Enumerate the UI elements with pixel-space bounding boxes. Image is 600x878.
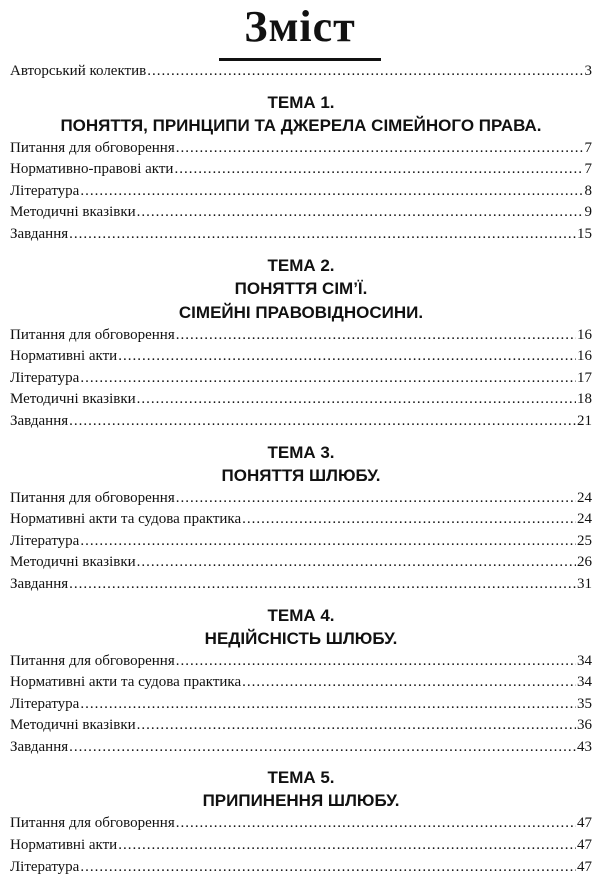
toc-entry-label: Питання для обговорення (10, 326, 175, 343)
toc-entry[interactable] (10, 181, 592, 203)
toc-entry-label: Методичні вказівки (10, 204, 136, 221)
dot-leader (137, 389, 576, 411)
dot-leader (147, 61, 583, 83)
topic-section (10, 766, 592, 878)
dot-leader (137, 202, 584, 224)
topic-title: ПОНЯТТЯ СІМ’Ї. (234, 278, 368, 298)
toc-entry[interactable] (10, 138, 592, 160)
topic-section (10, 441, 592, 596)
toc-entry-label: Питання для обговорення (10, 815, 175, 832)
toc-entry-label: Нормативно-правові акти (10, 161, 174, 178)
dot-leader (80, 857, 576, 878)
topic-number: ТЕМА 2. (267, 255, 335, 275)
toc-entry-label: Нормативні акти та судова практика (10, 511, 242, 528)
toc-entry-label: Питання для обговорення (10, 652, 175, 669)
toc-entry-page: 25 (577, 532, 592, 549)
dot-leader (118, 346, 576, 368)
toc-entry[interactable] (10, 651, 592, 673)
toc-entry-page: 34 (577, 652, 592, 669)
toc-entry-page: 47 (577, 837, 592, 854)
topic-section (10, 604, 592, 759)
toc-entry-page: 17 (577, 369, 592, 386)
toc-entry[interactable] (10, 857, 592, 878)
dot-leader (80, 181, 583, 203)
dot-leader (242, 672, 576, 694)
toc-entry[interactable] (10, 224, 592, 246)
topic-number: ТЕМА 1. (267, 92, 335, 112)
toc-entry-page: 21 (577, 412, 592, 429)
toc-entry-page: 26 (577, 554, 592, 571)
toc-entry-label: Методичні вказівки (10, 554, 136, 571)
toc-entry-label: Методичні вказівки (10, 391, 136, 408)
toc-entry-label: Завдання (10, 738, 69, 755)
toc-entry[interactable] (10, 715, 592, 737)
dot-leader (118, 835, 576, 857)
toc-entry[interactable] (10, 509, 592, 531)
topic-section (10, 254, 592, 433)
toc-entry[interactable] (10, 488, 592, 510)
topic-title: ПОНЯТТЯ, ПРИНЦИПИ ТА ДЖЕРЕЛА СІМЕЙНОГО ПРАВА. (60, 115, 542, 135)
toc-entry[interactable] (10, 552, 592, 574)
toc-entry-label: Завдання (10, 225, 69, 242)
toc-entry-page: 16 (577, 326, 592, 343)
toc-entry-page: 7 (584, 139, 592, 156)
toc-entry[interactable] (10, 694, 592, 716)
toc-entry-page: 34 (577, 674, 592, 691)
toc-entry-page: 15 (577, 225, 592, 242)
toc-entry-page: 35 (577, 695, 592, 712)
dot-leader (176, 138, 584, 160)
toc-entry-label: Методичні вказівки (10, 717, 136, 734)
topic-title: ПОНЯТТЯ ШЛЮБУ. (221, 465, 381, 485)
topic-number: ТЕМА 4. (267, 605, 335, 625)
dot-leader (69, 737, 576, 759)
toc-entry-page: 36 (577, 717, 592, 734)
toc-entry-page: 43 (577, 738, 592, 755)
toc-entry-label: Завдання (10, 575, 69, 592)
topic-number: ТЕМА 5. (267, 768, 335, 788)
dot-leader (137, 552, 576, 574)
topics-list (10, 91, 592, 878)
dot-leader (174, 159, 583, 181)
topic-title: СІМЕЙНІ ПРАВОВІДНОСИНИ. (178, 302, 424, 322)
toc-entry-label: Література (10, 532, 80, 549)
dot-leader (176, 651, 576, 673)
dot-leader (176, 325, 576, 347)
toc-entry-intro[interactable] (10, 61, 592, 83)
toc-entry[interactable] (10, 346, 592, 368)
toc-entry[interactable] (10, 672, 592, 694)
toc-entry-page: 7 (584, 161, 592, 178)
toc-entry[interactable] (10, 813, 592, 835)
dot-leader (69, 411, 576, 433)
toc-entry-label: Нормативні акти та судова практика (10, 674, 242, 691)
toc-entry[interactable] (10, 325, 592, 347)
toc-entry-page: 3 (584, 63, 592, 79)
toc-entry-label: Література (10, 369, 80, 386)
dot-leader (80, 531, 576, 553)
topic-section (10, 91, 592, 246)
toc-entry-page: 8 (584, 182, 592, 199)
toc-entry-page: 16 (577, 348, 592, 365)
toc-entry[interactable] (10, 202, 592, 224)
dot-leader (69, 224, 576, 246)
toc-entry-label: Завдання (10, 412, 69, 429)
dot-leader (176, 813, 576, 835)
toc-entry-label: Література (10, 182, 80, 199)
toc-entry-page: 9 (584, 204, 592, 221)
toc-entry[interactable] (10, 159, 592, 181)
dot-leader (80, 368, 576, 390)
toc-entry-page: 31 (577, 575, 592, 592)
page-title: Зміст (244, 2, 356, 51)
toc-entry-page: 47 (577, 858, 592, 875)
toc-entry-label: Авторський колектив (10, 63, 147, 79)
toc-entry-page: 24 (577, 511, 592, 528)
toc-entry-label: Питання для обговорення (10, 139, 175, 156)
dot-leader (80, 694, 576, 716)
toc-entry-label: Література (10, 695, 80, 712)
dot-leader (242, 509, 576, 531)
toc-entry[interactable] (10, 574, 592, 596)
dot-leader (69, 574, 576, 596)
toc-entry-label: Нормативні акти (10, 837, 118, 854)
topic-title: ПРИПИНЕННЯ ШЛЮБУ. (202, 791, 400, 811)
toc-entry-label: Література (10, 858, 80, 875)
toc-entry[interactable] (10, 835, 592, 857)
toc-entry[interactable] (10, 389, 592, 411)
topic-number: ТЕМА 3. (267, 442, 335, 462)
topic-title: НЕДІЙСНІСТЬ ШЛЮБУ. (204, 628, 398, 648)
toc-entry-page: 47 (577, 815, 592, 832)
toc-entry[interactable] (10, 411, 592, 433)
toc-entry[interactable] (10, 737, 592, 759)
toc-entry-label: Нормативні акти (10, 348, 118, 365)
table-of-contents (0, 61, 600, 878)
toc-entry-page: 18 (577, 391, 592, 408)
toc-entry-page: 24 (577, 489, 592, 506)
toc-entry[interactable] (10, 531, 592, 553)
toc-entry-label: Питання для обговорення (10, 489, 175, 506)
toc-entry[interactable] (10, 368, 592, 390)
dot-leader (176, 488, 576, 510)
dot-leader (137, 715, 576, 737)
